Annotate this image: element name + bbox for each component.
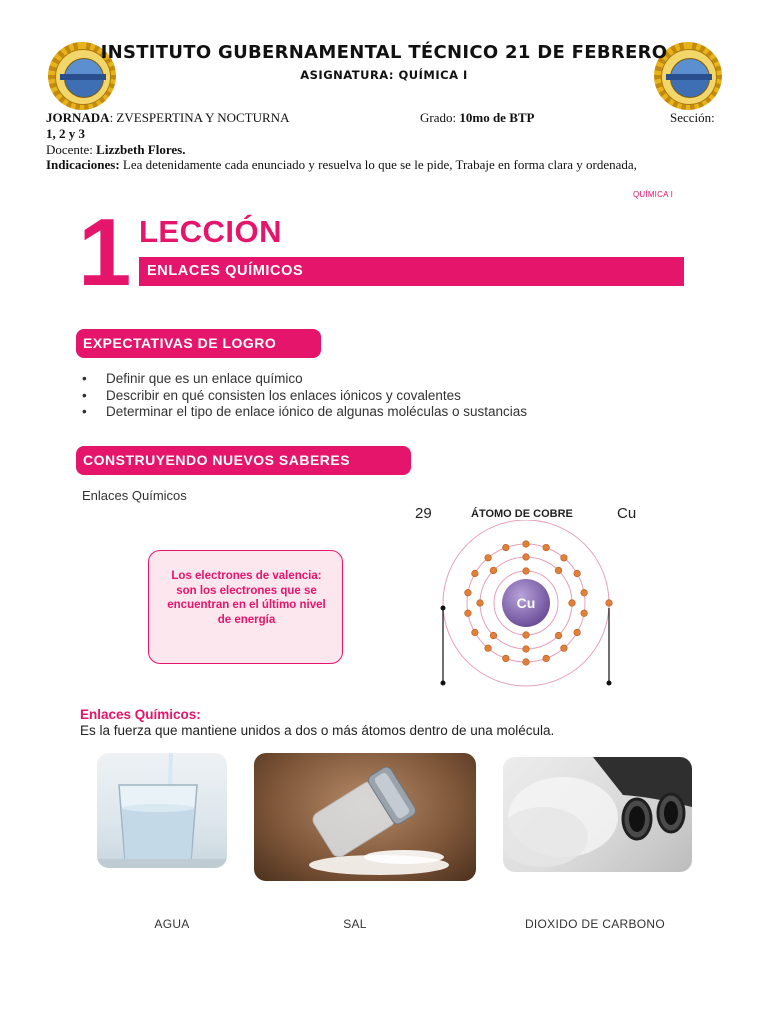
seccion-value: 1, 2 y 3 bbox=[46, 126, 85, 141]
electron bbox=[503, 544, 510, 551]
exhaust-pipe-image bbox=[503, 757, 692, 872]
pointer-dot-right-bottom bbox=[607, 681, 612, 686]
definition-text: Es la fuerza que mantiene unidos a dos o más átomos dentro de una molécula. bbox=[80, 723, 555, 738]
valencia-note: Los electrones de valencia: son los electrones que se encuentran en el último nivel de energía bbox=[167, 570, 326, 626]
seccion-label: Sección: bbox=[670, 110, 715, 125]
salt-shaker-image bbox=[254, 753, 476, 881]
caption-dioxido: DIOXIDO DE CARBONO bbox=[524, 917, 666, 931]
subject-subtitle: ASIGNATURA: QUÍMICA I bbox=[300, 68, 468, 82]
expectativas-heading bbox=[76, 329, 321, 358]
grado-line bbox=[420, 110, 534, 126]
atom-symbol: Cu bbox=[617, 505, 637, 522]
subject-tag: QUÍMICA I bbox=[633, 190, 674, 199]
definition-term: Enlaces Químicos: bbox=[80, 707, 201, 722]
lesson-heading: LECCIÓN bbox=[139, 214, 282, 249]
caption-sal: SAL bbox=[343, 917, 367, 931]
enlaces-intro: Enlaces Químicos bbox=[82, 488, 187, 503]
electron bbox=[606, 600, 613, 607]
electron bbox=[465, 610, 472, 617]
valencia-note-box bbox=[148, 550, 343, 664]
list-item: • Describir en qué consisten los enlaces iónicos y covalentes bbox=[82, 388, 602, 405]
jornada-value: : ZVESPERTINA Y NOCTURNA bbox=[109, 110, 290, 125]
docente-label: Docente: bbox=[46, 142, 97, 157]
list-item: • Definir que es un enlace químico bbox=[82, 371, 602, 388]
electron bbox=[490, 567, 497, 574]
jornada-line bbox=[46, 110, 289, 126]
nucleus-label: Cu bbox=[516, 595, 536, 611]
electron bbox=[543, 655, 550, 662]
electron bbox=[574, 629, 581, 636]
institute-title: INSTITUTO GUBERNAMENTAL TÉCNICO 21 DE FEBRERO bbox=[100, 42, 668, 63]
water-glass-image bbox=[97, 753, 227, 868]
docente-line bbox=[46, 142, 185, 158]
electron bbox=[555, 632, 562, 639]
jornada-label: JORNADA bbox=[46, 110, 110, 125]
pointer-dot-left-top bbox=[441, 606, 446, 611]
electron bbox=[569, 600, 576, 607]
electron bbox=[485, 645, 492, 652]
docente-value: Lizzbeth Flores. bbox=[96, 142, 186, 157]
electron bbox=[503, 655, 510, 662]
construyendo-heading bbox=[76, 446, 411, 475]
electron bbox=[523, 632, 530, 639]
pointer-dot-left-bottom bbox=[441, 681, 446, 686]
electron bbox=[581, 589, 588, 596]
atom-title: ÁTOMO DE COBRE bbox=[471, 508, 573, 520]
electron bbox=[465, 589, 472, 596]
electron bbox=[574, 570, 581, 577]
list-item: • Determinar el tipo de enlace iónico de algunas moléculas o sustancias bbox=[82, 404, 602, 421]
electron bbox=[477, 600, 484, 607]
electron bbox=[523, 659, 530, 666]
caption-agua: AGUA bbox=[154, 917, 190, 931]
copper-atom-diagram bbox=[420, 520, 640, 695]
electron bbox=[561, 555, 568, 562]
electron bbox=[523, 646, 530, 653]
lesson-number: 1 bbox=[78, 199, 132, 306]
lesson-topic-bar bbox=[139, 257, 684, 286]
electron bbox=[485, 555, 492, 562]
electron bbox=[555, 567, 562, 574]
indicaciones-line bbox=[46, 157, 736, 173]
construyendo-heading-text: CONSTRUYENDO NUEVOS SABERES bbox=[83, 452, 351, 468]
expectativas-list bbox=[82, 371, 602, 421]
electron bbox=[523, 554, 530, 561]
grado-label: Grado: bbox=[420, 110, 460, 125]
electron bbox=[523, 541, 530, 548]
grado-value: 10mo de BTP bbox=[459, 110, 535, 125]
atomic-number: 29 bbox=[415, 505, 432, 522]
lesson-topic: ENLACES QUÍMICOS bbox=[147, 263, 304, 279]
electron bbox=[523, 568, 530, 575]
indicaciones-label: Indicaciones: bbox=[46, 157, 120, 172]
electron bbox=[472, 629, 479, 636]
electron bbox=[543, 544, 550, 551]
indicaciones-value: Lea detenidamente cada enunciado y resuelva lo que se le pide, Trabaje en forma clara y ordenada, bbox=[119, 157, 637, 172]
electron bbox=[472, 570, 479, 577]
electron bbox=[561, 645, 568, 652]
electron bbox=[490, 632, 497, 639]
electron bbox=[581, 610, 588, 617]
expectativas-heading-text: EXPECTATIVAS DE LOGRO bbox=[83, 335, 277, 351]
